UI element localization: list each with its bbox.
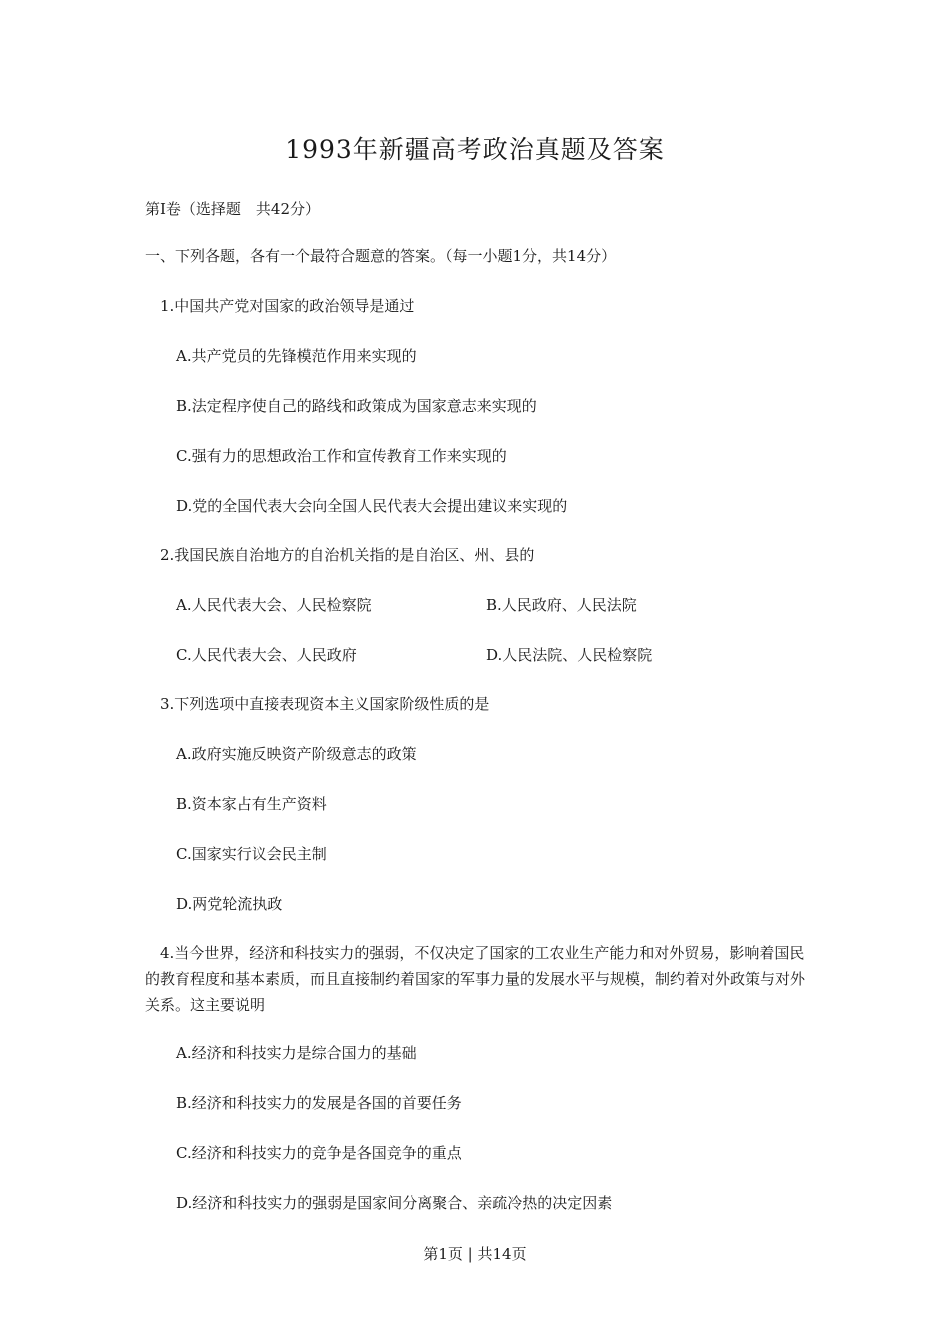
question-2-option-a: A.人民代表大会、人民检察院 (176, 596, 372, 614)
question-2-option-c: C.人民代表大会、人民政府 (176, 646, 357, 664)
section-heading: 第Ⅰ卷（选择题 共42分） (145, 200, 321, 218)
question-1-option-b: B.法定程序使自己的路线和政策成为国家意志来实现的 (176, 397, 537, 415)
question-4-option-b: B.经济和科技实力的发展是各国的首要任务 (176, 1094, 462, 1112)
question-1-option-d: D.党的全国代表大会向全国人民代表大会提出建议来实现的 (176, 497, 568, 515)
question-3-stem: 3.下列选项中直接表现资本主义国家阶级性质的是 (160, 695, 490, 713)
part-heading: 一、下列各题，各有一个最符合题意的答案。（每一小题1分，共14分） (145, 247, 617, 265)
question-1-option-a: A.共产党员的先锋模范作用来实现的 (176, 347, 417, 365)
question-2-option-b: B.人民政府、人民法院 (486, 596, 637, 614)
question-4-stem: 4.当今世界，经济和科技实力的强弱，不仅决定了国家的工农业生产能力和对外贸易，影响着国民的教育程度和基本素质，而且直接制约着国家的军事力量的发展水平与规模，制约着对外政策与对外关系。这主要说明 (145, 944, 806, 1014)
question-3-option-d: D.两党轮流执政 (176, 895, 283, 913)
question-3-option-a: A.政府实施反映资产阶级意志的政策 (176, 745, 417, 763)
page-footer: 第1页 | 共14页 (423, 1245, 527, 1263)
question-3-option-b: B.资本家占有生产资料 (176, 795, 327, 813)
question-1-stem: 1.中国共产党对国家的政治领导是通过 (160, 297, 415, 315)
question-4-option-a: A.经济和科技实力是综合国力的基础 (176, 1044, 417, 1062)
question-2-option-d: D.人民法院、人民检察院 (486, 646, 653, 664)
page-title: 1993年新疆高考政治真题及答案 (285, 135, 665, 164)
question-2-stem: 2.我国民族自治地方的自治机关指的是自治区、州、县的 (160, 546, 535, 564)
question-4-option-d: D.经济和科技实力的强弱是国家间分离聚合、亲疏冷热的决定因素 (176, 1194, 613, 1212)
question-3-option-c: C.国家实行议会民主制 (176, 845, 327, 863)
question-1-option-c: C.强有力的思想政治工作和宣传教育工作来实现的 (176, 447, 507, 465)
question-4-option-c: C.经济和科技实力的竞争是各国竞争的重点 (176, 1144, 462, 1162)
